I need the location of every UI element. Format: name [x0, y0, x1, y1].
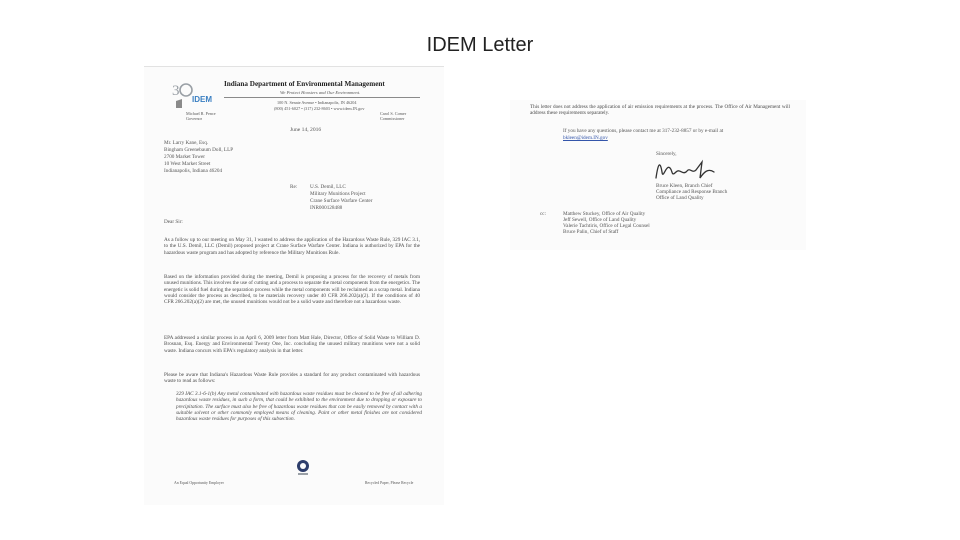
contact-email-link[interactable]: bkleen@idem.IN.gov — [563, 135, 608, 141]
cc-entry: Jeff Sewell, Office of Land Quality — [563, 217, 637, 223]
recipient-line: 10 West Market Street — [164, 161, 211, 167]
recipient-line: Bingham Greenebaum Doll, LLP — [164, 147, 234, 153]
agency-phone: (800) 451-6027 • (317) 232-8603 • www.idem.IN.gov — [274, 106, 365, 111]
letter-date: June 14, 2016 — [290, 127, 322, 133]
commissioner-name: Carol S. Comer — [380, 111, 407, 116]
page2-contact-text: If you have any questions, please contact me at 317-232-8857 or by e-mail at — [563, 128, 724, 134]
re-line: Military Munitions Project — [310, 191, 366, 197]
agency-name: Indiana Department of Environmental Management — [224, 80, 385, 88]
governor-title: Governor — [186, 116, 203, 121]
signer-office: Office of Land Quality — [656, 195, 704, 201]
agency-tagline: We Protect Hoosiers and Our Environment. — [280, 90, 361, 95]
re-line: INR000128488 — [310, 205, 343, 211]
commissioner-title: Commissioner — [380, 116, 405, 121]
footer-recycled: Recycled Paper, Please Recycle — [365, 481, 414, 485]
slide-title: IDEM Letter — [426, 34, 534, 56]
re-line: Crane Surface Warfare Center — [310, 198, 373, 204]
cc-label: cc: — [540, 211, 547, 217]
salutation: Dear Sir: — [164, 219, 183, 225]
svg-text:IDEM: IDEM — [192, 95, 212, 104]
idem-30-logo-icon — [170, 81, 220, 111]
recipient-line: Mr. Larry Kane, Esq. — [164, 140, 209, 146]
paragraph-1: As a follow up to our meeting on May 31, I wanted to address the application of the Hazardous Waste Rule, 329 IAC 3.1, to the U.S. Demil, LLC (Demil) proposed project at Crane Surface Warfare Center. Indiana is authorized by EPA for the hazardous waste program and has adopted by reference the Military Munitions Rule. — [164, 237, 420, 256]
header-rule — [224, 97, 420, 98]
svg-text:3: 3 — [172, 83, 180, 99]
agency-address: 100 N. Senate Avenue • Indianapolis, IN 46204 — [277, 100, 357, 105]
footer-eoe: An Equal Opportunity Employer — [174, 481, 224, 485]
cc-entry: Matthew Stuckey, Office of Air Quality — [563, 211, 646, 217]
re-line: U.S. Demil, LLC — [310, 184, 346, 190]
regulation-quote: 329 IAC 3.1-6-1(b) Any metal contaminated with hazardous waste residues must be cleaned to be free of all adhering hazardous waste residues, in such a form, that could be exhibited to the environment due to dropping or exposure to precipitation. The surface must also be free of hazardous waste residues that can be easily removed by contact with a suitable solvent or other commonly employed means of cleaning. Paint or other metal finishes are not considered hazardous waste residues for purposes of this subsection. — [176, 391, 422, 423]
governor-name: Michael R. Pence — [186, 111, 216, 116]
paragraph-3: EPA addressed a similar process in an April 6, 2009 letter from Matt Hale, Director, Office of Solid Waste to William D. Brosnan, Esq. Energy and Environmental Twenty One, Inc. concluding the unused military munitions were not a solid waste. Indiana concurs with EPA's regulatory analysis in that letter. — [164, 335, 420, 354]
paragraph-2: Based on the information provided during the meeting, Demil is proposing a process for the recovery of metals from unused munitions. This involves the use of cutting and a process to separate the metal components from the energetics. The energetic is solid fuel during the separation process while the metal components will be reclaimed as a scrap metal. Indiana would consider the process as described, to be materials recovery under 40 CFR 266.202(a)(2). If the conditions of 40 CFR 266.202(a)(2) are met, the unused munitions would not be a solid waste and therefore not a hazardous waste. — [164, 274, 421, 306]
cc-entry: Bruce Palin, Chief of Staff — [563, 229, 619, 235]
paragraph-4: Please be aware that Indiana's Hazardous Waste Rule provides a standard for any product contaminated with hazardous waste to read as follows: — [164, 372, 420, 385]
letter-page-2 — [510, 100, 806, 250]
recipient-line: Indianapolis, Indiana 46204 — [164, 168, 223, 174]
handwritten-signature-icon — [650, 158, 724, 184]
re-label: Re: — [290, 184, 298, 190]
recycle-seal-icon — [294, 458, 312, 478]
recipient-line: 2700 Market Tower — [164, 154, 206, 160]
cc-entry: Valerie Tachtiris, Office of Legal Counsel — [563, 223, 650, 229]
letter-page-1 — [144, 66, 444, 505]
page2-paragraph-1: This letter does not address the application of air emission requirements at the process. The Office of Air Management will address these requirements separately. — [530, 104, 790, 117]
closing: Sincerely, — [656, 151, 677, 157]
signer-name: Bruce Kleen, Branch Chief — [656, 183, 713, 189]
signer-title: Compliance and Response Branch — [656, 189, 728, 195]
